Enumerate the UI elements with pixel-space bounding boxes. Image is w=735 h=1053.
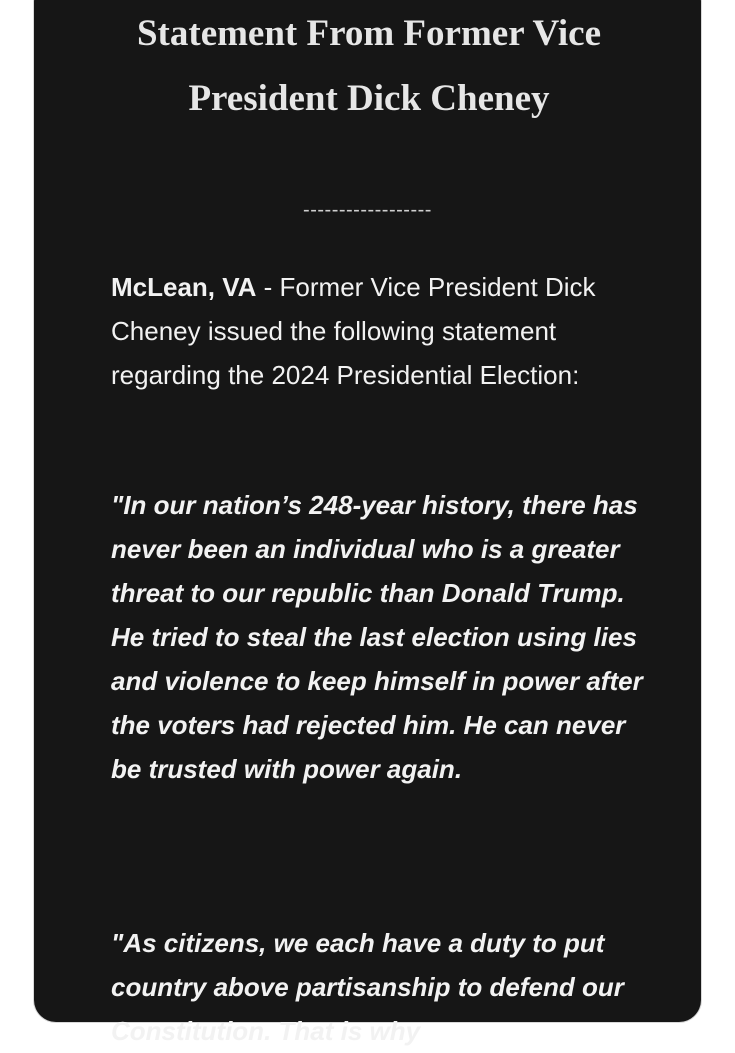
lead-text: - Former Vice President Dick Cheney issued the following statement regarding the 2024 Presidential Election: [111, 272, 596, 390]
dateline: McLean, VA [111, 272, 257, 302]
lead-paragraph [111, 265, 656, 397]
statement-title: Statement From Former Vice President Dick Cheney [136, 13, 602, 119]
quote-paragraph-2: "As citizens, we each have a duty to put country above partisanship to defend our Constitution. That is why [111, 928, 624, 1046]
statement-card [34, 0, 701, 1046]
dashed-divider: ------------------ [303, 199, 432, 221]
quote-paragraph-1: "In our nation’s 248-year history, there has never been an individual who is a greater threat to our republic than Donald Trump. He tried to steal the last election using lies and violence to keep himself in power after the voters had rejected him. He can never be trusted with power again. [111, 490, 643, 784]
